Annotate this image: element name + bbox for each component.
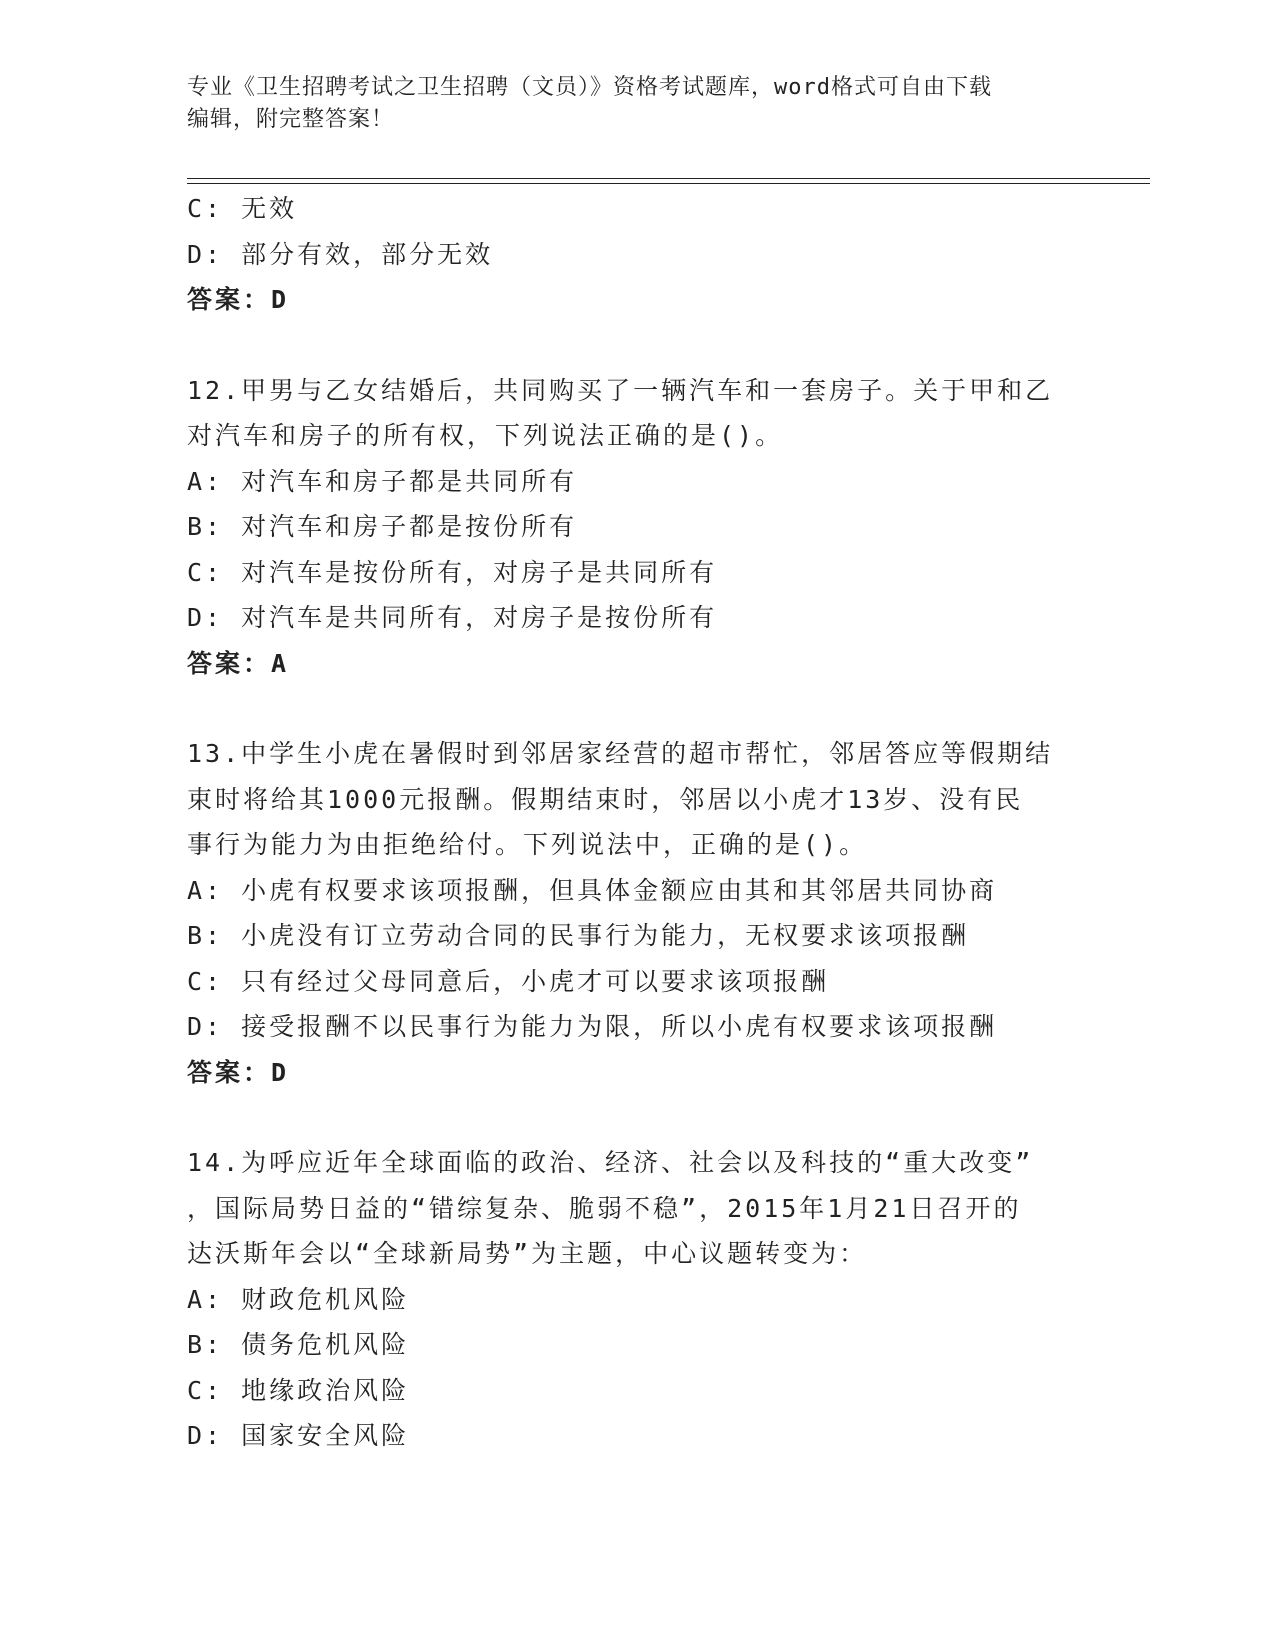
page-header: [187, 72, 1087, 136]
option-d: D: 接受报酬不以民事行为能力为限，所以小虎有权要求该项报酬: [187, 1012, 998, 1041]
question-stem-line: 对汽车和房子的所有权，下列说法正确的是()。: [187, 421, 784, 450]
answer: 答案：A: [187, 648, 290, 678]
option-a: A: 财政危机风险: [187, 1284, 410, 1314]
option-d: D: 国家安全风险: [187, 1421, 410, 1450]
question-11-tail: [187, 186, 1087, 323]
header-divider-top: [187, 178, 1150, 179]
question-stem-line: 13.中学生小虎在暑假时到邻居家经营的超市帮忙，邻居答应等假期结: [187, 739, 1054, 768]
option-b: B: 对汽车和房子都是按份所有: [187, 512, 578, 541]
header-divider-bottom: [187, 183, 1150, 184]
question-stem-line: 达沃斯年会以“全球新局势”为主题，中心议题转变为：: [187, 1239, 868, 1268]
question-stem-line: ，国际局势日益的“错综复杂、脆弱不稳”，2015年1月21日召开的: [187, 1193, 1022, 1223]
question-stem-line: 事行为能力为由拒绝给付。下列说法中，正确的是()。: [187, 830, 868, 859]
page-content: [187, 186, 1087, 1459]
option-c: C: 对汽车是按份所有，对房子是共同所有: [187, 557, 718, 587]
option-b: B: 小虎没有订立劳动合同的民事行为能力，无权要求该项报酬: [187, 921, 970, 950]
option-b: B: 债务危机风险: [187, 1330, 410, 1359]
question-stem-line: 14.为呼应近年全球面临的政治、经济、社会以及科技的“重大改变”: [187, 1148, 1034, 1177]
option-a: A: 小虎有权要求该项报酬，但具体金额应由其和其邻居共同协商: [187, 875, 998, 905]
answer: 答案：D: [187, 1057, 290, 1087]
answer: 答案：D: [187, 285, 290, 314]
header-line-1: 专业《卫生招聘考试之卫生招聘（文员）》资格考试题库，word格式可自由下载: [187, 75, 992, 100]
option-d: D: 对汽车是共同所有，对房子是按份所有: [187, 603, 718, 632]
question-13: [187, 731, 1087, 1095]
header-line-2: 编辑，附完整答案！: [187, 107, 395, 132]
option-d: D: 部分有效，部分无效: [187, 239, 494, 269]
option-c: C: 只有经过父母同意后，小虎才可以要求该项报酬: [187, 966, 830, 996]
option-a: A: 对汽车和房子都是共同所有: [187, 466, 578, 496]
spacer: [187, 686, 1087, 731]
option-c: C: 无效: [187, 194, 298, 223]
question-12: [187, 368, 1087, 687]
question-14: [187, 1140, 1087, 1459]
spacer: [187, 1095, 1087, 1140]
option-c: C: 地缘政治风险: [187, 1375, 410, 1405]
spacer: [187, 323, 1087, 368]
question-stem-line: 12.甲男与乙女结婚后，共同购买了一辆汽车和一套房子。关于甲和乙: [187, 375, 1054, 405]
question-stem-line: 束时将给其1000元报酬。假期结束时，邻居以小虎才13岁、没有民: [187, 784, 1024, 814]
